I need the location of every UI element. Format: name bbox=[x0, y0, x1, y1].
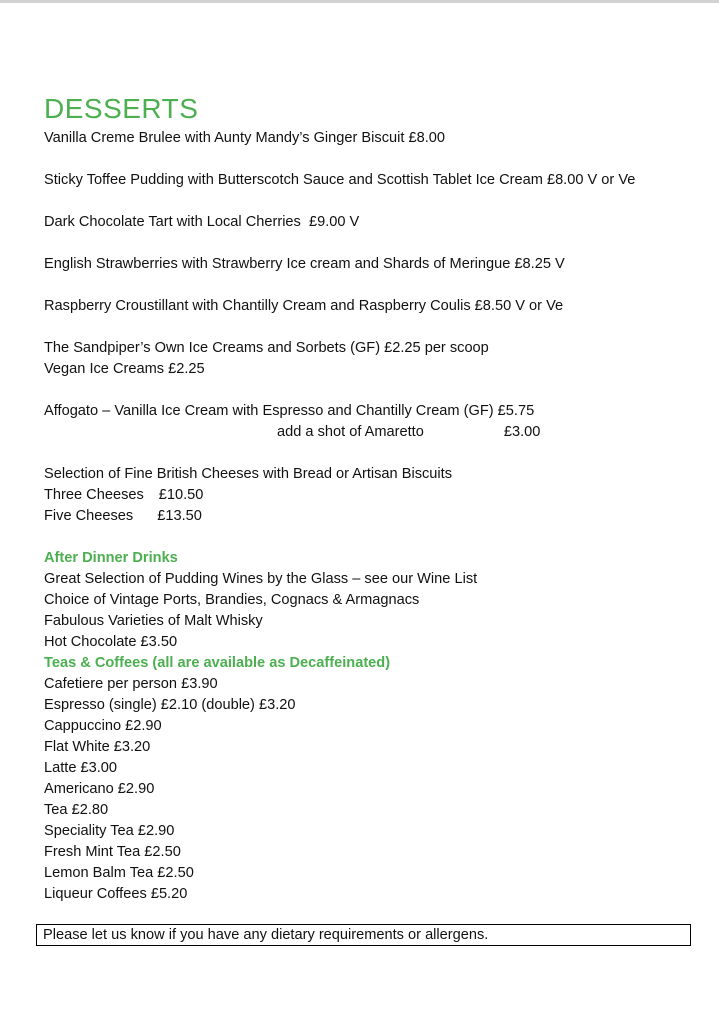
cheese-option-label: Three Cheeses bbox=[44, 487, 144, 503]
tea-item: Lemon Balm Tea £2.50 bbox=[44, 865, 194, 881]
drink-item: Choice of Vintage Ports, Brandies, Cognacs & Armagnacs bbox=[44, 592, 420, 608]
tea-item: Speciality Tea £2.90 bbox=[44, 823, 175, 839]
top-divider bbox=[0, 0, 719, 3]
spacer bbox=[44, 317, 704, 338]
dessert-item: English Strawberries with Strawberry Ice cream and Shards of Meringue £8.25 V bbox=[44, 256, 565, 272]
affogato-item: Affogato – Vanilla Ice Cream with Espresso and Chantilly Cream (GF) £5.75 bbox=[44, 403, 535, 419]
dessert-menu bbox=[44, 92, 704, 905]
spacer bbox=[44, 275, 704, 296]
tea-item: Cappuccino £2.90 bbox=[44, 718, 162, 734]
cheese-intro: Selection of Fine British Cheeses with Bread or Artisan Biscuits bbox=[44, 466, 452, 482]
affogato-addon-text: add a shot of Amaretto bbox=[277, 424, 424, 440]
spacer bbox=[44, 380, 704, 401]
spacer bbox=[44, 233, 704, 254]
spacer bbox=[44, 149, 704, 170]
after-dinner-heading: After Dinner Drinks bbox=[44, 550, 178, 566]
tea-item: Latte £3.00 bbox=[44, 760, 118, 776]
tea-item: Fresh Mint Tea £2.50 bbox=[44, 844, 181, 860]
cheese-option bbox=[44, 506, 704, 527]
affogato-addon bbox=[44, 422, 704, 443]
page-title: DESSERTS bbox=[44, 93, 199, 124]
ice-cream-item: The Sandpiper’s Own Ice Creams and Sorbets (GF) £2.25 per scoop bbox=[44, 340, 489, 356]
spacer bbox=[44, 443, 704, 464]
cheese-option bbox=[44, 485, 704, 506]
spacer bbox=[44, 527, 704, 548]
tea-item: Flat White £3.20 bbox=[44, 739, 151, 755]
affogato-addon-price: £3.00 bbox=[503, 424, 541, 440]
cheese-option-price: £10.50 bbox=[158, 487, 204, 503]
cheese-option-price: £13.50 bbox=[157, 508, 202, 524]
drink-item: Fabulous Varieties of Malt Whisky bbox=[44, 613, 263, 629]
tea-item: Espresso (single) £2.10 (double) £3.20 bbox=[44, 697, 296, 713]
tea-item: Liqueur Coffees £5.20 bbox=[44, 886, 188, 902]
dessert-item: Dark Chocolate Tart with Local Cherries £9.00 V bbox=[44, 214, 360, 230]
dessert-item: Sticky Toffee Pudding with Butterscotch Sauce and Scottish Tablet Ice Cream £8.00 V or Ve bbox=[44, 172, 636, 188]
cheese-option-label: Five Cheeses bbox=[44, 508, 134, 524]
ice-cream-item: Vegan Ice Creams £2.25 bbox=[44, 361, 205, 377]
dessert-item: Vanilla Creme Brulee with Aunty Mandy’s Ginger Biscuit £8.00 bbox=[44, 130, 445, 146]
tea-item: Americano £2.90 bbox=[44, 781, 155, 797]
dessert-item: Raspberry Croustillant with Chantilly Cream and Raspberry Coulis £8.50 V or Ve bbox=[44, 298, 564, 314]
teas-heading: Teas & Coffees (all are available as Decaffeinated) bbox=[44, 655, 391, 671]
dietary-notice: Please let us know if you have any dietary requirements or allergens. bbox=[36, 924, 691, 946]
drink-item: Great Selection of Pudding Wines by the Glass – see our Wine List bbox=[44, 571, 478, 587]
tea-item: Tea £2.80 bbox=[44, 802, 109, 818]
spacer bbox=[44, 191, 704, 212]
drink-item: Hot Chocolate £3.50 bbox=[44, 634, 178, 650]
tea-item: Cafetiere per person £3.90 bbox=[44, 676, 218, 692]
